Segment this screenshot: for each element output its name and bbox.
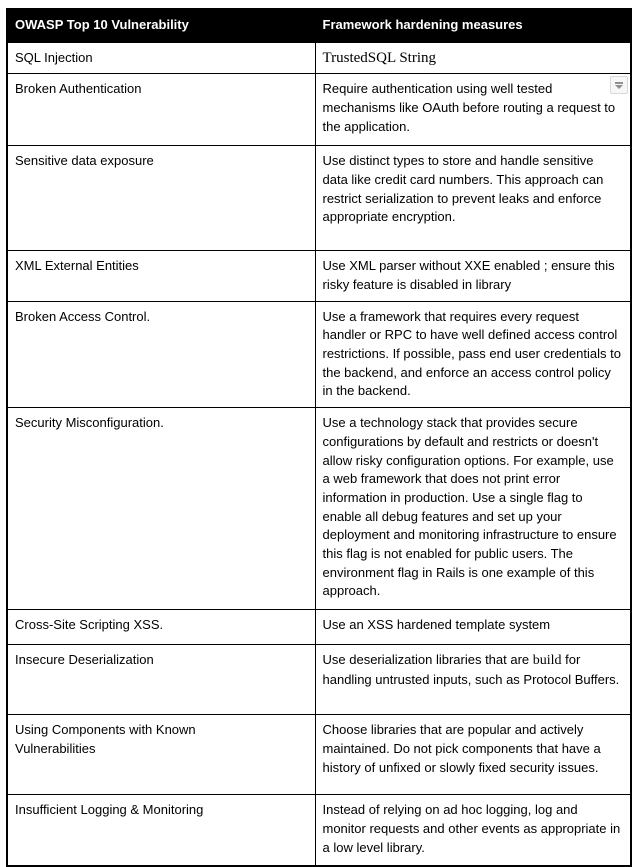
measure-text-serif: TrustedSQL String <box>322 49 436 66</box>
table-row <box>7 42 631 74</box>
vulnerability-cell: Insufficient Logging & Monitoring <box>7 795 315 866</box>
measure-cell: Use an XSS hardened template system <box>315 610 631 645</box>
measure-cell: Use XML parser without XXE enabled ; ensure this risky feature is disabled in library <box>315 251 631 301</box>
vulnerability-cell: Sensitive data exposure <box>7 146 315 251</box>
measure-cell: Use a framework that requires every request handler or RPC to have well defined access control restrictions. If possible, pass end user credentials to the backend, and enforce an access control policy in the backend. <box>315 301 631 408</box>
vulnerability-cell: Broken Access Control. <box>7 301 315 408</box>
measure-cell: Instead of relying on ad hoc logging, log and monitor requests and other events as appropriate in a low level library. <box>315 795 631 866</box>
table-row <box>7 301 631 408</box>
vulnerability-cell: Broken Authentication <box>7 74 315 146</box>
table-row <box>7 645 631 715</box>
measure-text: Use deserialization libraries that are <box>322 652 533 668</box>
header-vulnerability-column: OWASP Top 10 Vulnerability <box>7 9 315 42</box>
table-row <box>7 795 631 866</box>
vulnerability-cell: SQL Injection <box>7 42 315 74</box>
table-row <box>7 610 631 645</box>
measure-cell <box>315 74 631 146</box>
table-row <box>7 715 631 795</box>
vulnerability-cell: XML External Entities <box>7 251 315 301</box>
table-row <box>7 251 631 301</box>
dropdown-arrow-icon <box>615 85 623 89</box>
measure-cell <box>315 42 631 74</box>
vulnerability-cell: Using Components with Known Vulnerabilities <box>7 715 315 795</box>
owasp-hardening-table <box>6 8 632 867</box>
measure-text-serif: build <box>532 653 562 669</box>
measure-text: for handling untrusted inputs, such as Protocol Buffers. <box>322 652 620 687</box>
measure-cell <box>315 645 631 715</box>
table-body <box>7 42 631 866</box>
table-row <box>7 74 631 146</box>
measure-cell: Use a technology stack that provides secure configurations by default and restricts or doesn't allow risky configuration options. For example, use a web framework that does not print error information in production. Use a single flag to enable all debug features and set up your deployment and monitoring infrastructure to ensure this flag is not enabled for public users. The environment flag in Rails is one example of this approach. <box>315 408 631 610</box>
table-row <box>7 408 631 610</box>
vulnerability-cell: Insecure Deserialization <box>7 645 315 715</box>
measure-text: Require authentication using well tested mechanisms like OAuth before routing a request to the application. <box>322 81 616 134</box>
vulnerability-cell: Cross-Site Scripting XSS. <box>7 610 315 645</box>
header-measures-column: Framework hardening measures <box>315 9 631 42</box>
measure-cell: Use distinct types to store and handle sensitive data like credit card numbers. This approach can restrict serialization to prevent leaks and enforce appropriate encryption. <box>315 146 631 251</box>
cell-dropdown-marker-button[interactable] <box>610 76 628 94</box>
measure-cell: Choose libraries that are popular and actively maintained. Do not pick components that have a history of unfixed or slowly fixed security issues. <box>315 715 631 795</box>
vulnerability-cell: Security Misconfiguration. <box>7 408 315 610</box>
table-header-row <box>7 9 631 42</box>
table-row <box>7 146 631 251</box>
